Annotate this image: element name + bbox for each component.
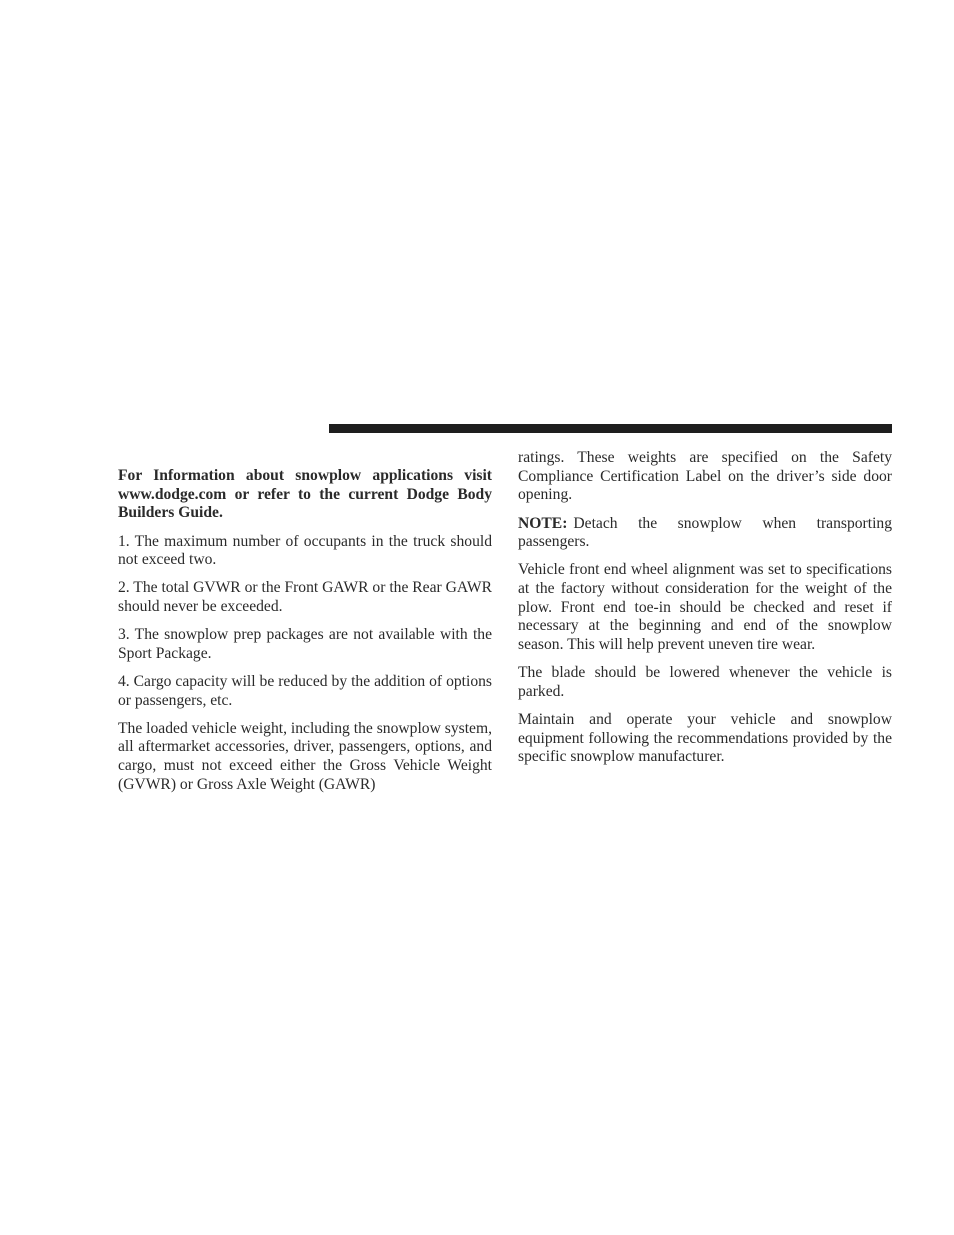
loaded-weight-paragraph: The loaded vehicle weight, including the snowplow system, all aftermarket accessories, driver, passengers, options, and cargo, must not exceed either the Gross Vehicle Weight (GVWR) or Gross Axle Weight (GAWR) <box>118 719 492 793</box>
gvwr-item: 2. The total GVWR or the Front GAWR or the Rear GAWR should never be exceeded. <box>118 579 492 615</box>
cargo-capacity-item: 4. Cargo capacity will be reduced by the addition of options or passengers, etc. <box>118 672 492 709</box>
left-column <box>118 467 492 804</box>
prep-package-item: 3. The snowplow prep packages are not available with the Sport Package. <box>118 626 492 662</box>
snowplow-info-paragraph: For Information about snowplow applications visit www.dodge.com or refer to the current Dodge Body Builders Guide. <box>118 467 492 522</box>
right-column <box>518 449 892 777</box>
blade-paragraph: The blade should be lowered whenever the vehicle is parked. <box>518 664 892 700</box>
note-paragraph <box>518 515 892 552</box>
maintain-paragraph: Maintain and operate your vehicle and snowplow equipment following the recommendations provided by the specific snowplow manufacturer. <box>518 711 892 766</box>
ratings-continuation-paragraph: ratings. These weights are specified on the Safety Compliance Certification Label on the driver’s side door opening. <box>518 449 892 504</box>
note-label: NOTE: <box>518 514 568 532</box>
occupants-item: 1. The maximum number of occupants in the truck should not exceed two. <box>118 532 492 569</box>
note-text: Detach the snowplow when transporting passengers. <box>518 514 892 551</box>
section-header-rule <box>329 424 892 433</box>
wheel-alignment-paragraph: Vehicle front end wheel alignment was set to specifications at the factory without consideration for the weight of the plow. Front end toe-in should be checked and reset if necessary at the beginning and end of the snowplow season. This will help prevent uneven tire wear. <box>518 561 892 654</box>
